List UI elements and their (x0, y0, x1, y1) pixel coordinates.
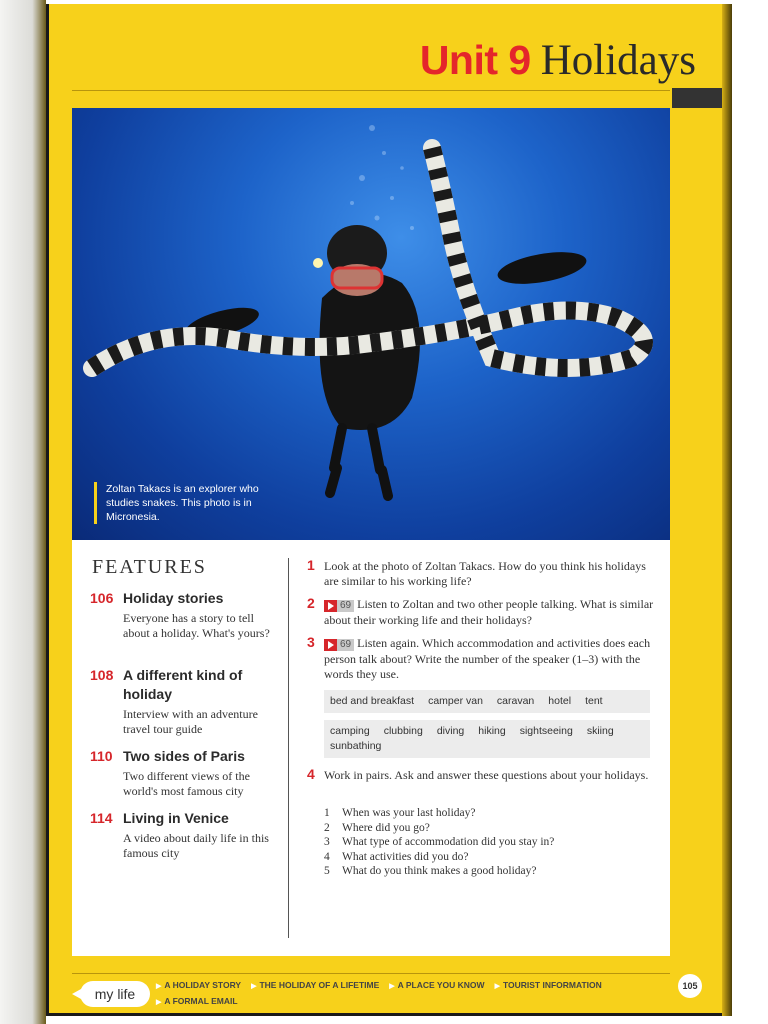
book-binding (0, 0, 46, 1024)
feature-title: Holiday stories (123, 590, 224, 606)
activities-wordbox (324, 720, 650, 758)
feature-desc: Interview with an adventure travel tour guide (123, 707, 258, 736)
feature-page: 114 (90, 810, 113, 826)
play-icon (324, 600, 337, 612)
audio-track-button[interactable] (324, 637, 354, 652)
accommodation-wordbox (324, 690, 650, 713)
exercise-2 (307, 597, 655, 628)
exercise-text: Listen again. Which accommodation and activities does each person talk about? Write the number of the speaker (1–3) with the words they use. (324, 636, 651, 681)
feature-desc: Everyone has a story to tell about a holiday. What's yours? (123, 611, 270, 640)
page-number: 105 (678, 974, 702, 998)
feature-title: Living in Venice (123, 810, 229, 826)
exercise-4 (307, 768, 655, 783)
exercise-number: 4 (307, 766, 315, 782)
page-edge (722, 4, 732, 1016)
diver-snake-photo (72, 108, 670, 540)
scan-background (732, 0, 768, 1024)
feature-page: 110 (90, 748, 113, 764)
item-text: Where did you go? (342, 821, 430, 834)
exercise-text: Work in pairs. Ask and answer these questions about your holidays. (324, 768, 649, 782)
word-item: camper van (428, 695, 483, 707)
word-item: skiing (586, 725, 614, 737)
list-item (324, 850, 644, 865)
item-text: What activities did you do? (342, 850, 469, 863)
exercise-text: Look at the photo of Zoltan Takacs. How do you think his holidays are similar to his working life? (324, 559, 646, 588)
my-life-link: ▶ A FORMAL EMAIL (156, 994, 238, 1010)
photo-illustration (72, 108, 670, 540)
my-life-links (156, 978, 626, 1010)
list-item (324, 835, 644, 850)
my-life-badge: my life (80, 981, 150, 1007)
unit-name: Holidays (540, 37, 696, 84)
unit-number: Unit 9 (419, 37, 531, 83)
item-number: 4 (324, 850, 330, 863)
feature-title: A different kind of holiday (123, 667, 243, 702)
item-text: What type of accommodation did you stay in? (342, 836, 555, 848)
exercise-1 (307, 559, 655, 589)
item-text: What do you think makes a good holiday? (342, 865, 537, 877)
features-heading: FEATURES (92, 556, 207, 578)
item-text: When was your last holiday? (342, 807, 476, 819)
feature-title: Two sides of Paris (123, 748, 245, 764)
word-item: diving (436, 725, 465, 737)
exercise-number: 1 (307, 557, 315, 573)
feature-item (90, 747, 280, 798)
exercise-3 (307, 636, 655, 682)
word-item: sunbathing (330, 740, 382, 752)
word-item: tent (585, 695, 603, 707)
item-number: 5 (324, 865, 330, 877)
track-number: 69 (337, 600, 354, 612)
feature-desc: A video about daily life in this famous city (123, 831, 269, 860)
feature-desc: Two different views of the world's most famous city (123, 769, 250, 798)
word-item: sightseeing (519, 725, 573, 737)
track-number: 69 (337, 639, 354, 651)
word-item: bed and breakfast (330, 695, 415, 707)
word-item: clubbing (383, 725, 423, 737)
title-rule (72, 90, 670, 91)
photo-caption: Zoltan Takacs is an explorer who studies snakes. This photo is in Micronesia. (94, 482, 274, 524)
list-item (324, 821, 644, 836)
my-life-link: ▶ A HOLIDAY STORY (156, 978, 241, 994)
unit-title (420, 36, 696, 85)
feature-item (90, 809, 280, 860)
unit-tab-marker (672, 88, 722, 108)
my-life-link: ▶ THE HOLIDAY OF A LIFETIME (251, 978, 379, 994)
play-icon (324, 639, 337, 651)
word-item: caravan (496, 695, 535, 707)
question-list (324, 806, 644, 879)
feature-item (90, 666, 280, 736)
feature-item (90, 589, 280, 640)
my-life-link: ▶ A PLACE YOU KNOW (389, 978, 484, 994)
list-item (324, 864, 644, 879)
word-item: hiking (478, 725, 506, 737)
column-divider (288, 558, 289, 938)
list-item (324, 806, 644, 821)
audio-track-button[interactable] (324, 598, 354, 613)
footer-rule (72, 973, 670, 974)
exercise-text: Listen to Zoltan and two other people talking. What is similar about their working life and their holidays? (324, 597, 654, 627)
exercise-number: 2 (307, 595, 315, 611)
word-item: hotel (548, 695, 572, 707)
exercise-number: 3 (307, 634, 315, 650)
my-life-link: ▶ TOURIST INFORMATION (495, 978, 602, 994)
word-item: camping (330, 725, 370, 737)
feature-page: 108 (90, 667, 114, 683)
item-number: 1 (324, 807, 330, 819)
feature-page: 106 (90, 590, 114, 606)
item-number: 3 (324, 836, 330, 848)
item-number: 2 (324, 821, 330, 834)
